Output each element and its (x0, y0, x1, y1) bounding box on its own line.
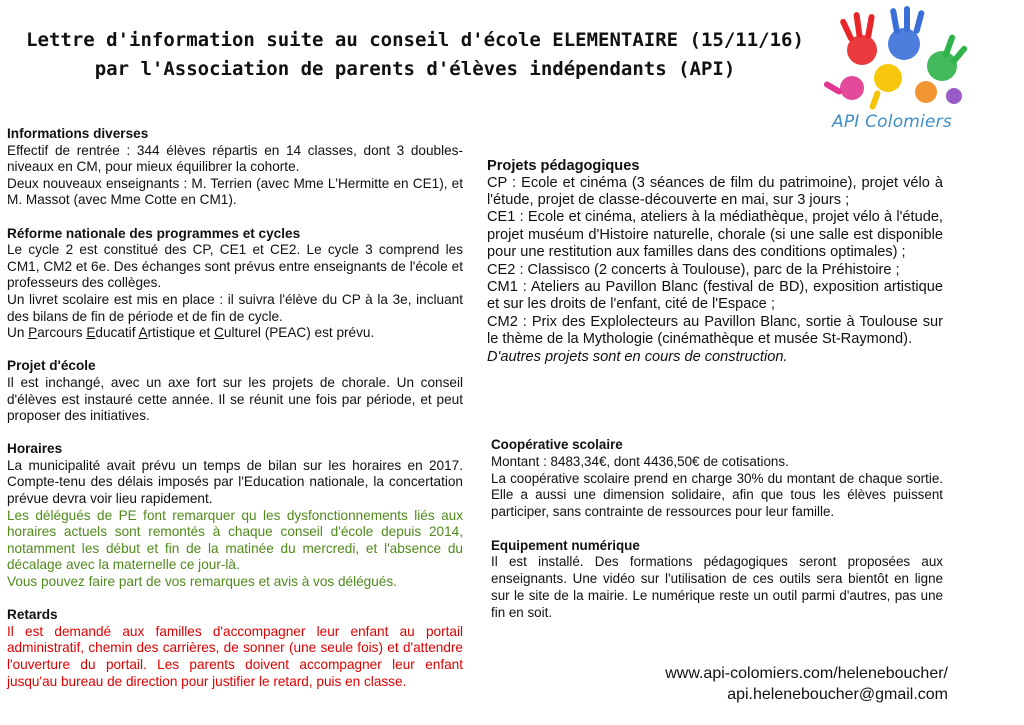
paragraph: Il est installé. Des formations pédagogiques seront proposées aux enseignants. Une vidéo sur l'utilisation de ces outils sera bientôt en ligne sur le site de la mairie. Le numérique reste un outil parmi d'autres, pas une fin en soit. (491, 554, 943, 620)
section-title: Retards (7, 607, 58, 623)
section-title: Equipement numérique (491, 537, 640, 553)
paragraph: Il est inchangé, avec un axe fort sur les projets de chorale. Un conseil d'élèves est instauré cette année. Il se réunit une fois par période, et peut proposer des initiatives. (7, 374, 463, 424)
contact-block (665, 663, 948, 705)
section-reforme (7, 226, 463, 342)
right-lower-column (491, 437, 943, 638)
paragraph: La coopérative scolaire prend en charge 30% du montant de chaque sortie. Elle a aussi une dimension solidaire, afin que tous les élèves puissent participer, sans contrainte de ressources pour leur famille. (491, 470, 943, 520)
section-informations (7, 126, 463, 209)
paragraph: La municipalité avait prévu un temps de bilan sur les horaires en 2017. Compte-tenu des délais imposés par l'Education nationale, la concertation prévue devra voir lieu rapidement. (7, 457, 463, 507)
paragraph: Le cycle 2 est constitué des CP, CE1 et CE2. Le cycle 3 comprend les CM1, CM2 et 6e. Des échanges sont prévus entre enseignants de l'école et professeurs des collèges. (7, 242, 463, 291)
paragraph: Deux nouveaux enseignants : M. Terrien (avec Mme L'Hermitte en CE1), et M. Massot (avec Mme Cotte en CM1). (7, 175, 463, 208)
section-projet-ecole (7, 358, 463, 424)
hand-yellow-icon (869, 64, 902, 110)
header-line-1: Lettre d'information suite au conseil d'école ELEMENTAIRE (15/11/16) (26, 29, 804, 51)
projets-autres: D'autres projets sont en cours de construction. (487, 348, 788, 365)
projet-ce2: CE2 : Classisco (2 concerts à Toulouse), parc de la Préhistoire ; (487, 261, 900, 278)
projet-cp: CP : Ecole et cinéma (3 séances de film du patrimoine), projet vélo à l'étude, projet de classe-découverte en mai, sur 3 jours ; (487, 174, 943, 208)
paragraph-remarques: Vous pouvez faire part de vos remarques et avis à vos délégués. (7, 574, 397, 590)
hand-red-icon (839, 12, 877, 65)
hand-orange-icon (915, 81, 937, 103)
logo-text: API Colomiers (832, 112, 952, 132)
section-numerique (491, 538, 943, 622)
paragraph: Effectif de rentrée : 344 élèves répartis en 14 classes, dont 3 doubles-niveaux en CM, pour mieux équilibrer la cohorte. (7, 142, 463, 175)
paragraph-retards: Il est demandé aux familles d'accompagner leur enfant au portail administratif, chemin des carrières, de sonner (une seule fois) et d'attendre l'ouverture du portail. Les parents doivent accompagner leur enfant jusqu'au bureau de direction pour justifier le retard, puis en classe. (7, 623, 463, 689)
website-link[interactable]: www.api-colomiers.com/heleneboucher/ (665, 665, 948, 682)
section-title: Projets pédagogiques (487, 158, 640, 174)
paragraph-peac: Un Parcours Educatif Artistique et Culturel (PEAC) est prévu. (7, 325, 375, 341)
section-cooperative (491, 437, 943, 521)
paragraph: Un livret scolaire est mis en place : il suivra l'élève du CP à la 3e, incluant des bilans de fin de période et de fin de cycle. (7, 291, 463, 324)
hand-blue-icon (888, 6, 925, 60)
projet-cm2: CM2 : Prix des Explolecteurs au Pavillon Blanc, sortie à Toulouse sur le thème de la Mythologie (cinémathèque et musée St-Raymond). (487, 313, 943, 348)
section-title: Projet d'école (7, 358, 96, 374)
projets-pedagogiques (487, 158, 943, 366)
projet-cm1: CM1 : Ateliers au Pavillon Blanc (festival de BD), exposition artistique et sur les droits de l'enfant, cité de l'Espace ; (487, 279, 943, 313)
email-link[interactable]: api.heleneboucher@gmail.com (727, 686, 948, 703)
paragraph-delegues: Les délégués de PE font remarquer qu les dysfonctionnements liés aux horaires actuels sont remontés à chaque conseil d'école depuis 2014, notamment les début et fin de la matinée du mercredi, et l'absence du décalage avec la maternelle ce jour-là. (7, 507, 463, 573)
header-line-2: par l'Association de parents d'élèves indépendants (API) (94, 58, 736, 80)
hand-purple-icon (946, 88, 962, 104)
letter-header (0, 26, 830, 84)
paragraph-montant: Montant : 8483,34€, dont 4436,50€ de cotisations. (491, 453, 789, 469)
hand-green-icon (927, 34, 968, 81)
section-title: Informations diverses (7, 126, 149, 141)
section-title: Réforme nationale des programmes et cycles (7, 225, 301, 241)
projet-ce1: CE1 : Ecole et cinéma, ateliers à la médiathèque, projet vélo à l'étude, projet muséum d'Histoire naturelle, chorale (si une salle est disponible pour une restitution aux familles dans des conditions optimales) ; (487, 209, 943, 261)
section-horaires (7, 441, 463, 590)
hand-pink-icon (823, 76, 864, 100)
section-title: Coopérative scolaire (491, 437, 623, 452)
left-column (7, 126, 463, 707)
section-title: Horaires (7, 441, 63, 457)
section-retards (7, 607, 463, 690)
